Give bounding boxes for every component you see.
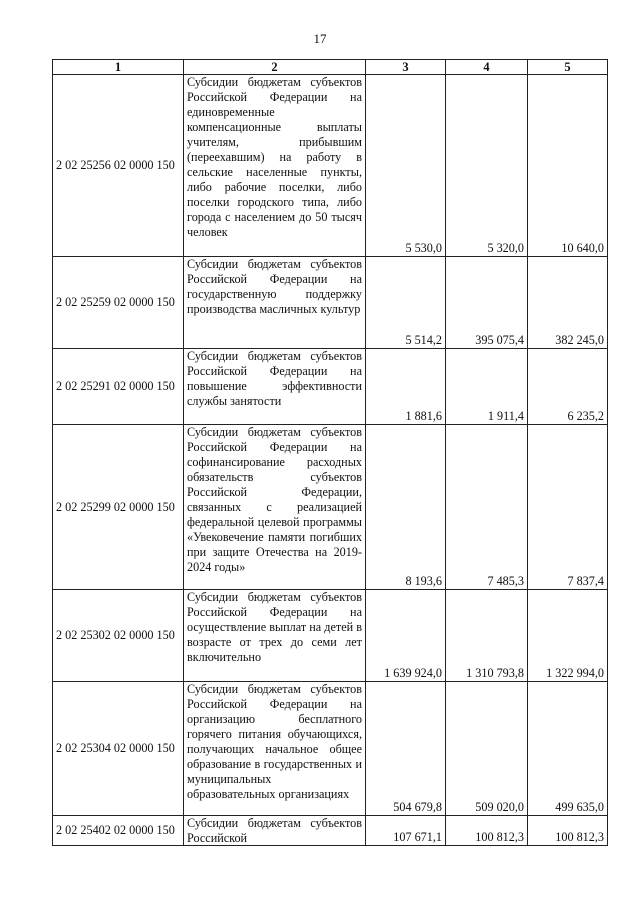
budget-code: 2 02 25402 02 0000 150: [53, 816, 184, 846]
budget-table: [52, 59, 608, 846]
value-col4: 395 075,4: [446, 257, 528, 349]
value-col4: 100 812,3: [446, 816, 528, 846]
table-row: [53, 349, 608, 425]
table-row: [53, 590, 608, 682]
column-header-2: 2: [184, 60, 366, 75]
value-col4: 5 320,0: [446, 75, 528, 257]
value-col5: 6 235,2: [528, 349, 608, 425]
table-row: [53, 816, 608, 846]
value-col5: 499 635,0: [528, 682, 608, 816]
value-col4: 1 310 793,8: [446, 590, 528, 682]
column-header-4: 4: [446, 60, 528, 75]
subsidy-description: [184, 816, 366, 846]
subsidy-description: Субсидии бюджетам субъектов Российской Федерации на софинансирование расходных обязательств субъектов Российской Федерации, связанных с реализацией федеральной целевой программы «Увековечение памяти погибших при защите Отечества на 2019-2024 годы»: [184, 425, 366, 590]
value-col3: 107 671,1: [366, 816, 446, 846]
value-col5: 382 245,0: [528, 257, 608, 349]
value-col3: 8 193,6: [366, 425, 446, 590]
subsidy-description: Субсидии бюджетам субъектов Российской Федерации на государственную поддержку производства масличных культур: [184, 257, 366, 349]
value-col5: 100 812,3: [528, 816, 608, 846]
value-col3: 1 639 924,0: [366, 590, 446, 682]
value-col3: 504 679,8: [366, 682, 446, 816]
table-row: [53, 682, 608, 816]
budget-code: 2 02 25259 02 0000 150: [53, 257, 184, 349]
page-number: 17: [313, 31, 327, 46]
budget-code: 2 02 25256 02 0000 150: [53, 75, 184, 257]
budget-code: 2 02 25302 02 0000 150: [53, 590, 184, 682]
budget-code: 2 02 25299 02 0000 150: [53, 425, 184, 590]
column-header-3: 3: [366, 60, 446, 75]
value-col3: 5 530,0: [366, 75, 446, 257]
table-row: [53, 75, 608, 257]
value-col3: 1 881,6: [366, 349, 446, 425]
value-col3: 5 514,2: [366, 257, 446, 349]
column-header-5: 5: [528, 60, 608, 75]
value-col5: 1 322 994,0: [528, 590, 608, 682]
value-col4: 1 911,4: [446, 349, 528, 425]
subsidy-description-text: Субсидии бюджетам субъектов Российской: [187, 816, 362, 844]
header-row: [53, 60, 608, 75]
column-header-1: 1: [53, 60, 184, 75]
value-col4: 7 485,3: [446, 425, 528, 590]
subsidy-description: Субсидии бюджетам субъектов Российской Федерации на единовременные компенсационные выплаты учителям, прибывшим (переехавшим) на работу в сельские населенные пункты, либо рабочие поселки, либо поселки городского типа, либо города с населением до 50 тысяч человек: [184, 75, 366, 257]
value-col5: 7 837,4: [528, 425, 608, 590]
budget-code: 2 02 25291 02 0000 150: [53, 349, 184, 425]
table-row: [53, 257, 608, 349]
table-row: [53, 425, 608, 590]
value-col4: 509 020,0: [446, 682, 528, 816]
value-col5: 10 640,0: [528, 75, 608, 257]
subsidy-description: Субсидии бюджетам субъектов Российской Федерации на осуществление выплат на детей в возрасте от трех до семи лет включительно: [184, 590, 366, 682]
subsidy-description: Субсидии бюджетам субъектов Российской Федерации на организацию бесплатного горячего питания обучающихся, получающих начальное общее образование в государственных и муниципальных образовательных организациях: [184, 682, 366, 816]
subsidy-description: Субсидии бюджетам субъектов Российской Федерации на повышение эффективности службы занятости: [184, 349, 366, 425]
budget-code: 2 02 25304 02 0000 150: [53, 682, 184, 816]
